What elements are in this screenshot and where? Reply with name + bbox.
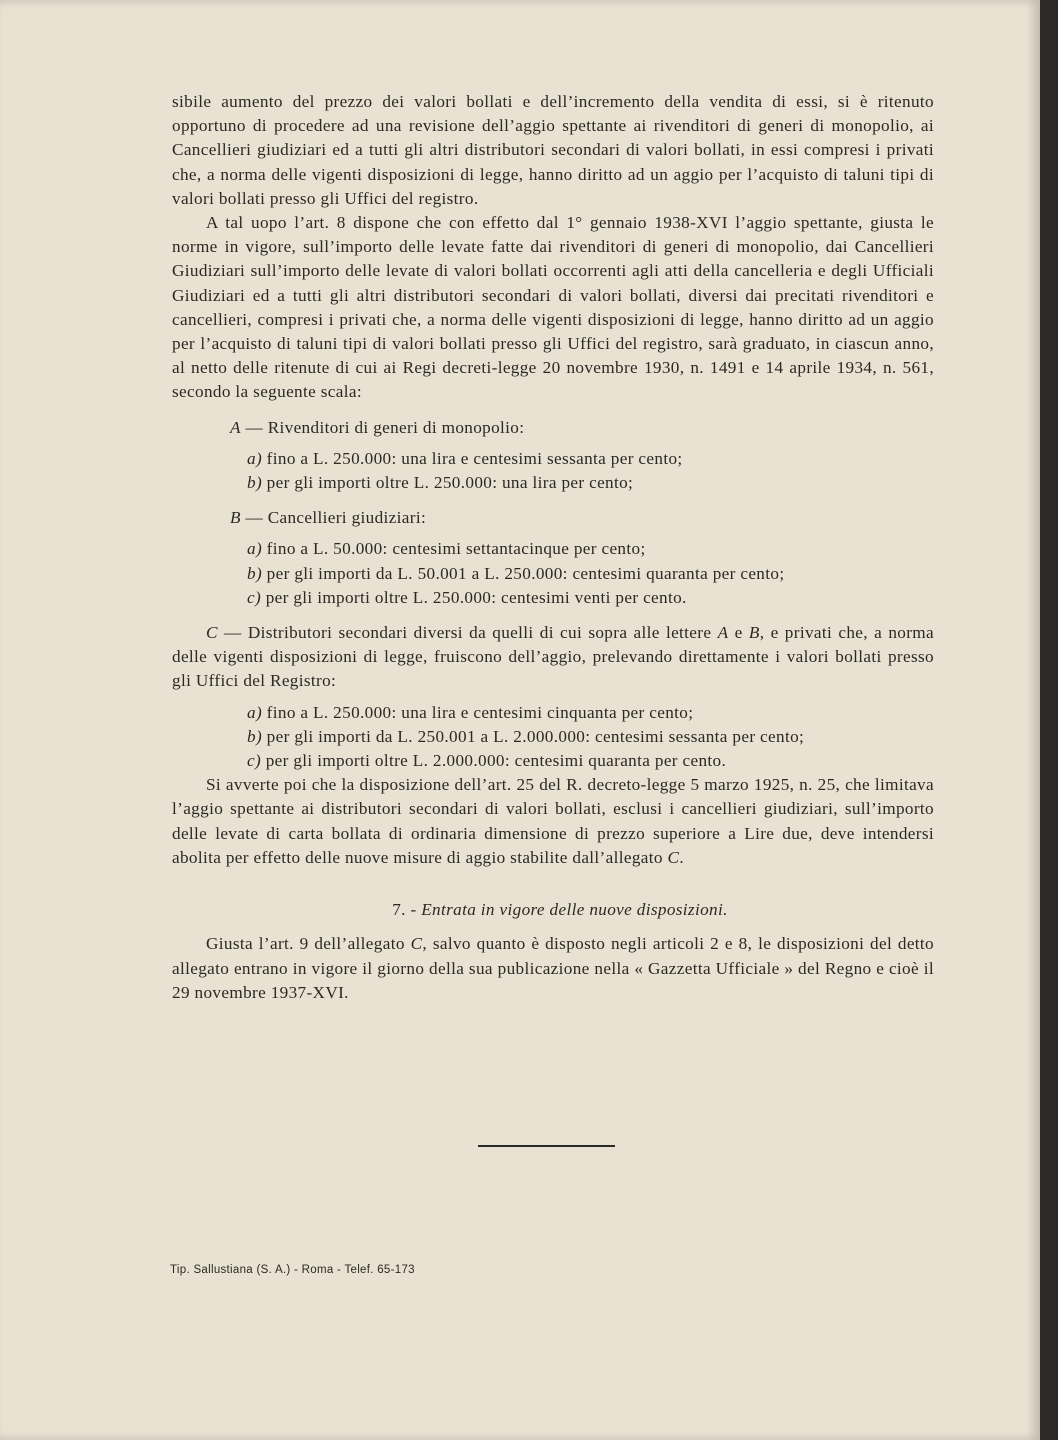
section-c-item-c [247, 749, 934, 773]
list-marker: a) [247, 448, 263, 468]
paragraph-3-end: . [679, 847, 684, 867]
list-item-text: per gli importi da L. 250.001 a L. 2.000.000: centesimi sessanta per cento; [262, 726, 805, 746]
list-marker: b) [247, 473, 263, 493]
section-c-paragraph [172, 621, 934, 694]
section-a-letter: A [230, 417, 241, 437]
list-marker: c) [247, 587, 262, 607]
section-c-item-a [247, 701, 934, 725]
section-c-text: , e privati che, a norma delle vigenti disposizioni di legge, fruiscono dell’aggio, prelevando direttamente i valori bollati presso gli Uffici del Registro: [172, 623, 934, 691]
section-b-letter: B [230, 508, 241, 528]
section-c-item-b [247, 725, 934, 749]
paragraph-3 [172, 773, 934, 870]
body-text [172, 90, 934, 1005]
separator-rule [478, 1145, 615, 1147]
list-item-text: per gli importi oltre L. 250.000: una lira per cento; [262, 473, 634, 493]
list-marker: a) [247, 539, 263, 559]
section-a-item-a [247, 447, 934, 471]
list-item-text: per gli importi oltre L. 250.000: centesimi venti per cento. [261, 587, 687, 607]
section-number: 7. - [392, 900, 422, 920]
list-item-text: fino a L. 50.000: centesimi settantacinque per cento; [262, 539, 646, 559]
letter-ref: C [410, 934, 423, 954]
list-marker: b) [247, 563, 263, 583]
section-a-title-text: — Rivenditori di generi di monopolio: [240, 417, 525, 437]
section-b-title-text: — Cancellieri giudiziari: [240, 508, 427, 528]
printer-footer: Tip. Sallustiana (S. A.) - Roma - Telef. 65-173 [170, 1264, 415, 1276]
list-item-text: per gli importi oltre L. 2.000.000: centesimi quaranta per cento. [261, 751, 727, 771]
paragraph-4-text: Giusta l’art. 9 dell’allegato [206, 934, 411, 954]
section-heading-text: Entrata in vigore delle nuove disposizioni. [421, 900, 728, 920]
page-edge [1040, 0, 1058, 1440]
section-c-text: — Distributori secondari diversi da quelli di cui sopra alle lettere [217, 623, 718, 643]
section-heading [172, 898, 934, 922]
letter-ref: B [748, 623, 760, 643]
list-item-text: per gli importi da L. 50.001 a L. 250.000: centesimi quaranta per cento; [262, 563, 785, 583]
section-a-title [230, 416, 934, 440]
letter-ref: C [667, 847, 680, 867]
section-b-item-c [247, 586, 934, 610]
list-marker: c) [247, 751, 262, 771]
letter-ref: A [717, 623, 729, 643]
paragraph-4 [172, 932, 934, 1005]
section-c-letter: C [206, 623, 218, 643]
section-b-title [230, 506, 934, 530]
list-item-text: fino a L. 250.000: una lira e centesimi sessanta per cento; [262, 448, 683, 468]
list-item-text: fino a L. 250.000: una lira e centesimi cinquanta per cento; [262, 702, 694, 722]
paragraph-4-text: , salvo quanto è disposto negli articoli 2 e 8, le disposizioni del detto allegato entrano in vigore il giorno della sua publicazione nella « Gazzetta Ufficiale » del Regno e cioè il 29 novembre 1937-XVI. [172, 934, 934, 1002]
paragraph-3-text: Si avverte poi che la disposizione dell’art. 25 del R. decreto-legge 5 marzo 1925, n. 25, che limitava l’aggio spettante ai distributori secondari di valori bollati, esclusi i cancellieri giudiziari, sull’importo delle levate di carta bollata di ordinaria dimensione di prezzo superiore a Lire due, deve intendersi abolita per effetto delle nuove misure di aggio stabilite dall’allegato [172, 775, 934, 867]
paragraph-1: sibile aumento del prezzo dei valori bollati e dell’incremento della vendita di essi, si è ritenuto opportuno di procedere ad una revisione dell’aggio spettante ai rivenditori di generi di monopolio, ai Cancellieri giudiziari ed a tutti gli altri distributori secondari di valori bollati, in essi compresi i privati che, a norma delle vigenti disposizioni di legge, hanno diritto ad un aggio per l’acquisto di taluni tipi di valori bollati presso gli Uffici del registro. [172, 92, 934, 208]
list-marker: a) [247, 702, 263, 722]
section-b-item-a [247, 537, 934, 561]
section-a-item-b [247, 471, 934, 495]
section-c-text: e [728, 623, 749, 643]
section-b-item-b [247, 562, 934, 586]
list-marker: b) [247, 726, 263, 746]
paragraph-2: A tal uopo l’art. 8 dispone che con effetto dal 1° gennaio 1938-XVI l’aggio spettante, giusta le norme in vigore, sull’importo delle levate fatte dai rivenditori di generi di monopolio, dai Cancellieri Giudiziari sull’importo delle levate di valori bollati occorrenti agli atti della cancelleria e degli Ufficiali Giudiziari ed a tutti gli altri distributori secondari di valori bollati, diversi dai precitati rivenditori e cancellieri, compresi i privati che, a norma delle vigenti disposizioni di legge, hanno diritto ad un aggio per l’acquisto di taluni tipi di valori bollati presso gli Uffici del registro, sarà graduato, in ciascun anno, al netto delle ritenute di cui ai Regi decreti-legge 20 novembre 1930, n. 1491 e 14 aprile 1934, n. 561, secondo la seguente scala: [172, 213, 934, 402]
